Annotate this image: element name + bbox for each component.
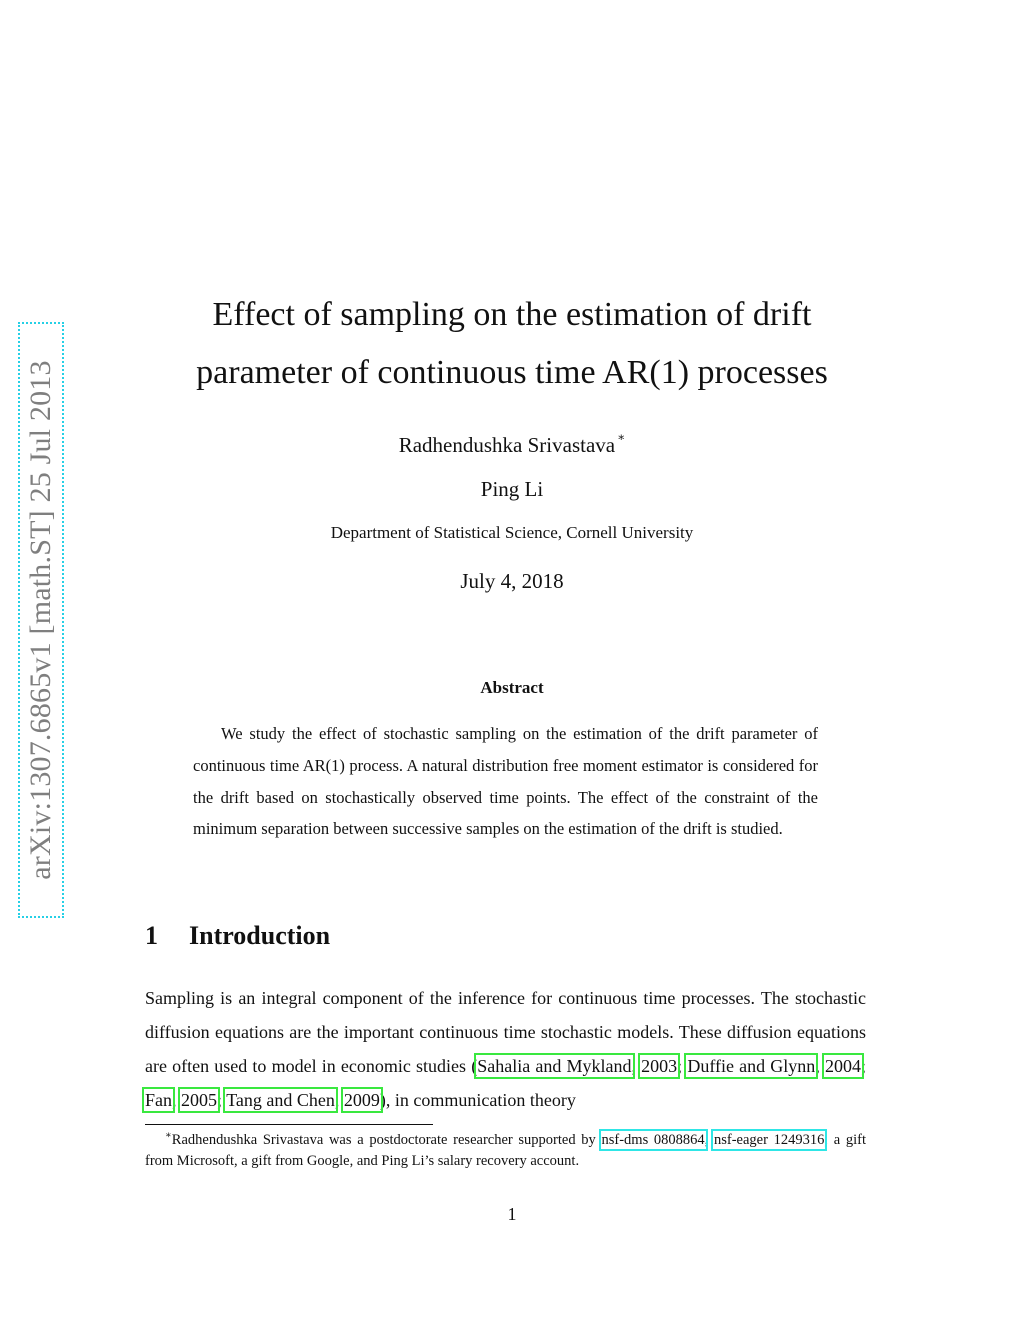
intro-paragraph: Sampling is an integral component of the inference for continuous time processes. The stochastic diffusion equations are the important continuous time stochastic models. These diffusion equations are often used to model in economic studies (Sahalia and Mykland, 2003; Duffie and Glynn, 2004; Fan, 2005; Tang and Chen, 2009), in communication theory	[145, 988, 866, 1110]
citation-tang-chen[interactable]: Tang and Chen	[226, 1090, 335, 1110]
section-number: 1	[145, 921, 158, 950]
author-1-name: Radhendushka Srivastava	[398, 433, 616, 457]
author-1	[0, 430, 1024, 458]
citation-duffie-glynn-year[interactable]: 2004	[824, 1056, 861, 1076]
title-line-2: parameter of continuous time AR(1) processes	[196, 354, 828, 391]
abstract-heading: Abstract	[480, 678, 544, 697]
footnote-text: Radhendushka Srivastava was a postdoctorate researcher supported by	[171, 1131, 602, 1148]
citation-fan[interactable]: Fan	[145, 1090, 172, 1110]
footnote-text-continued: , a gift from Microsoft, a gift from Google, and Ping Li’s salary recovery account.	[145, 1131, 866, 1169]
intro-text-continued: ), in communication theory	[379, 1090, 576, 1110]
affiliation: Department of Statistical Science, Cornell University	[330, 523, 694, 542]
author-2: Ping Li	[480, 477, 544, 501]
citation-sahalia-mykland-year[interactable]: 2003	[641, 1056, 678, 1076]
arxiv-identifier-text: arXiv:1307.6865v1 [math.ST] 25 Jul 2013	[24, 360, 57, 880]
footnote-mark: ∗	[165, 1130, 172, 1141]
abstract-body	[193, 718, 818, 845]
section-heading	[145, 921, 330, 951]
intro-text: Sampling is an integral component of the inference for continuous time processes. The stochastic diffusion equations are the important continuous time stochastic models. These diffusion equations are often used to model in economic studies (	[145, 988, 866, 1076]
citation-tang-chen-year[interactable]: 2009	[343, 1090, 380, 1110]
publication-date: July 4, 2018	[460, 569, 564, 593]
citation-fan-year[interactable]: 2005	[181, 1090, 217, 1110]
paper-title	[0, 286, 1024, 402]
grant-link-nsf-eager[interactable]: nsf-eager 1249316	[714, 1131, 825, 1148]
citation-sahalia-mykland[interactable]: Sahalia and Mykland	[477, 1056, 632, 1076]
page-number: 1	[507, 1204, 517, 1224]
citation-duffie-glynn[interactable]: Duffie and Glynn	[687, 1056, 816, 1076]
grant-link-nsf-dms[interactable]: nsf-dms 0808864	[601, 1131, 705, 1148]
author-1-footnote-mark[interactable]: ∗	[617, 430, 626, 444]
abstract-text: We study the effect of stochastic sampling on the estimation of the drift parameter of continuous time AR(1) process. A natural distribution free moment estimator is considered for the drift based on stochastically observed time points. The effect of the constraint of the minimum separation between successive samples on the estimation of the drift is studied.	[193, 724, 818, 839]
footnote: ∗Radhendushka Srivastava was a postdoctorate researcher supported by nsf-dms 0808864, nsf-eager 1249316, a gift from Microsoft, a gift from Google, and Ping Li’s salary recovery account.	[145, 1130, 866, 1169]
arxiv-identifier-stamp[interactable]	[18, 322, 64, 918]
title-line-1: Effect of sampling on the estimation of drift	[212, 296, 812, 333]
section-title: Introduction	[189, 921, 331, 950]
